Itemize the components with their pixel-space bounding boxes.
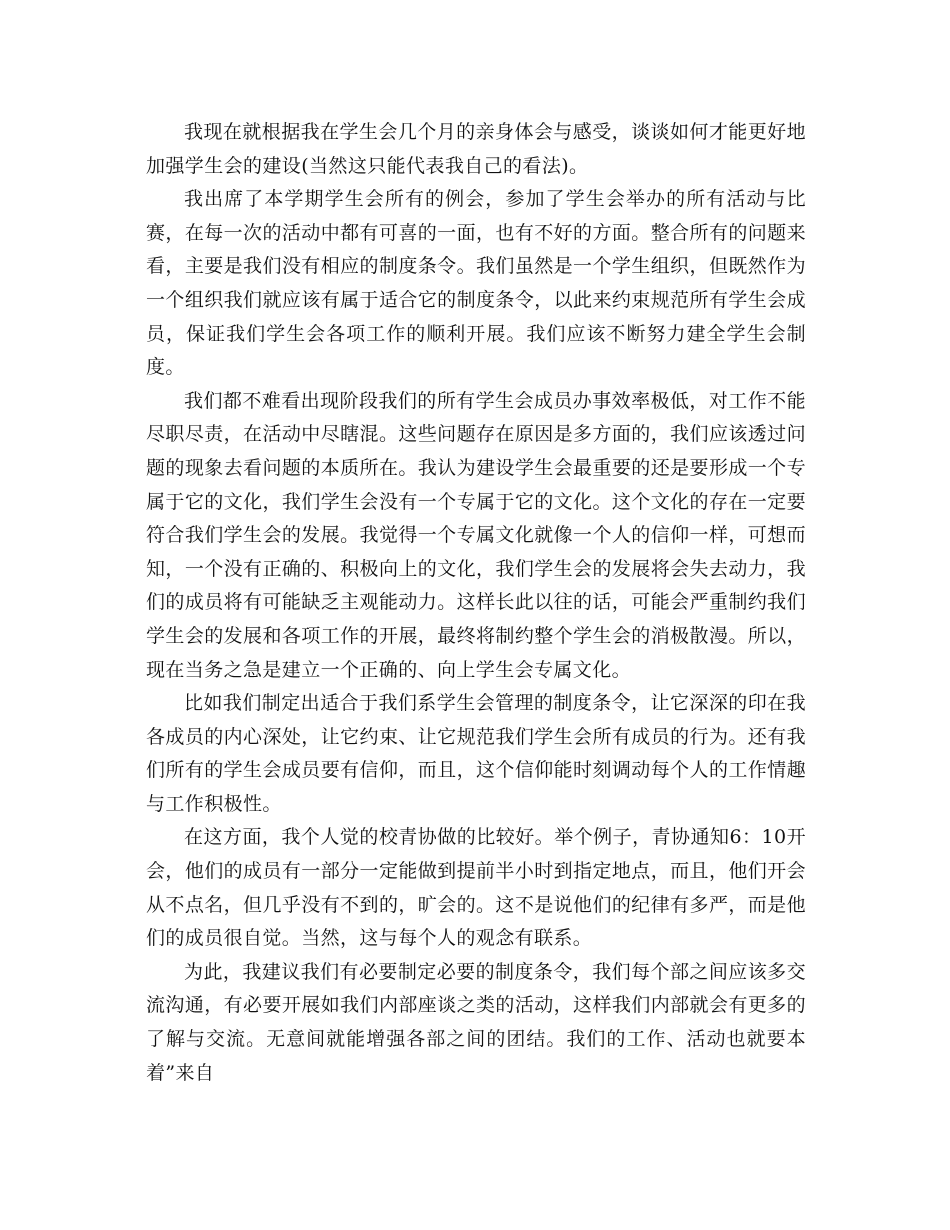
paragraph-6: 为此，我建议我们有必要制定必要的制度条令，我们每个部之间应该多交流沟通，有必要开展如我们内部座谈之类的活动，这样我们内部就会有更多的了解与交流。无意间就能增强各部之间的团结。我们的工作、活动也就要本着”来自 — [146, 960, 806, 1084]
paragraph-3: 我们都不难看出现阶段我们的所有学生会成员办事效率极低，对工作不能尽职尽责，在活动中尽瞎混。这些问题存在原因是多方面的，我们应该透过问题的现象去看问题的本质所在。我认为建设学生会最重要的还是要形成一个专属于它的文化，我们学生会没有一个专属于它的文化。这个文化的存在一定要符合我们学生会的发展。我觉得一个专属文化就像一个人的信仰一样，可想而知，一个没有正确的、积极向上的文化，我们学生会的发展将会失去动力，我们的成员将有可能缺乏主观能动力。这样长此以往的话，可能会严重制约我们学生会的发展和各项工作的开展，最终将制约整个学生会的消极散漫。所以，现在当务之急是建立一个正确的、向上学生会专属文化。 — [146, 389, 806, 681]
document-body — [146, 116, 806, 1090]
paragraph-5: 在这方面，我个人觉的校青协做的比较好。举个例子，青协通知6：10开会，他们的成员有一部分一定能做到提前半小时到指定地点，而且，他们开会从不点名，但几乎没有不到的，旷会的。这不是说他们的纪律有多严，而是他们的成员很自觉。当然，这与每个人的观念有联系。 — [146, 826, 806, 950]
paragraph-4: 比如我们制定出适合于我们系学生会管理的制度条令，让它深深的印在我各成员的内心深处，让它约束、让它规范我们学生会所有成员的行为。还有我们所有的学生会成员要有信仰，而且，这个信仰能时刻调动每个人的工作情趣与工作积极性。 — [146, 692, 806, 815]
paragraph-2: 我出席了本学期学生会所有的例会，参加了学生会举办的所有活动与比赛，在每一次的活动中都有可喜的一面，也有不好的方面。整合所有的问题来看，主要是我们没有相应的制度条令。我们虽然是一个学生组织，但既然作为一个组织我们就应该有属于适合它的制度条令，以此来约束规范所有学生会成员，保证我们学生会各项工作的顺利开展。我们应该不断努力建全学生会制度。 — [146, 188, 806, 379]
paragraph-1: 我现在就根据我在学生会几个月的亲身体会与感受，谈谈如何才能更好地加强学生会的建设(当然这只能代表我自己的看法)。 — [146, 121, 806, 177]
